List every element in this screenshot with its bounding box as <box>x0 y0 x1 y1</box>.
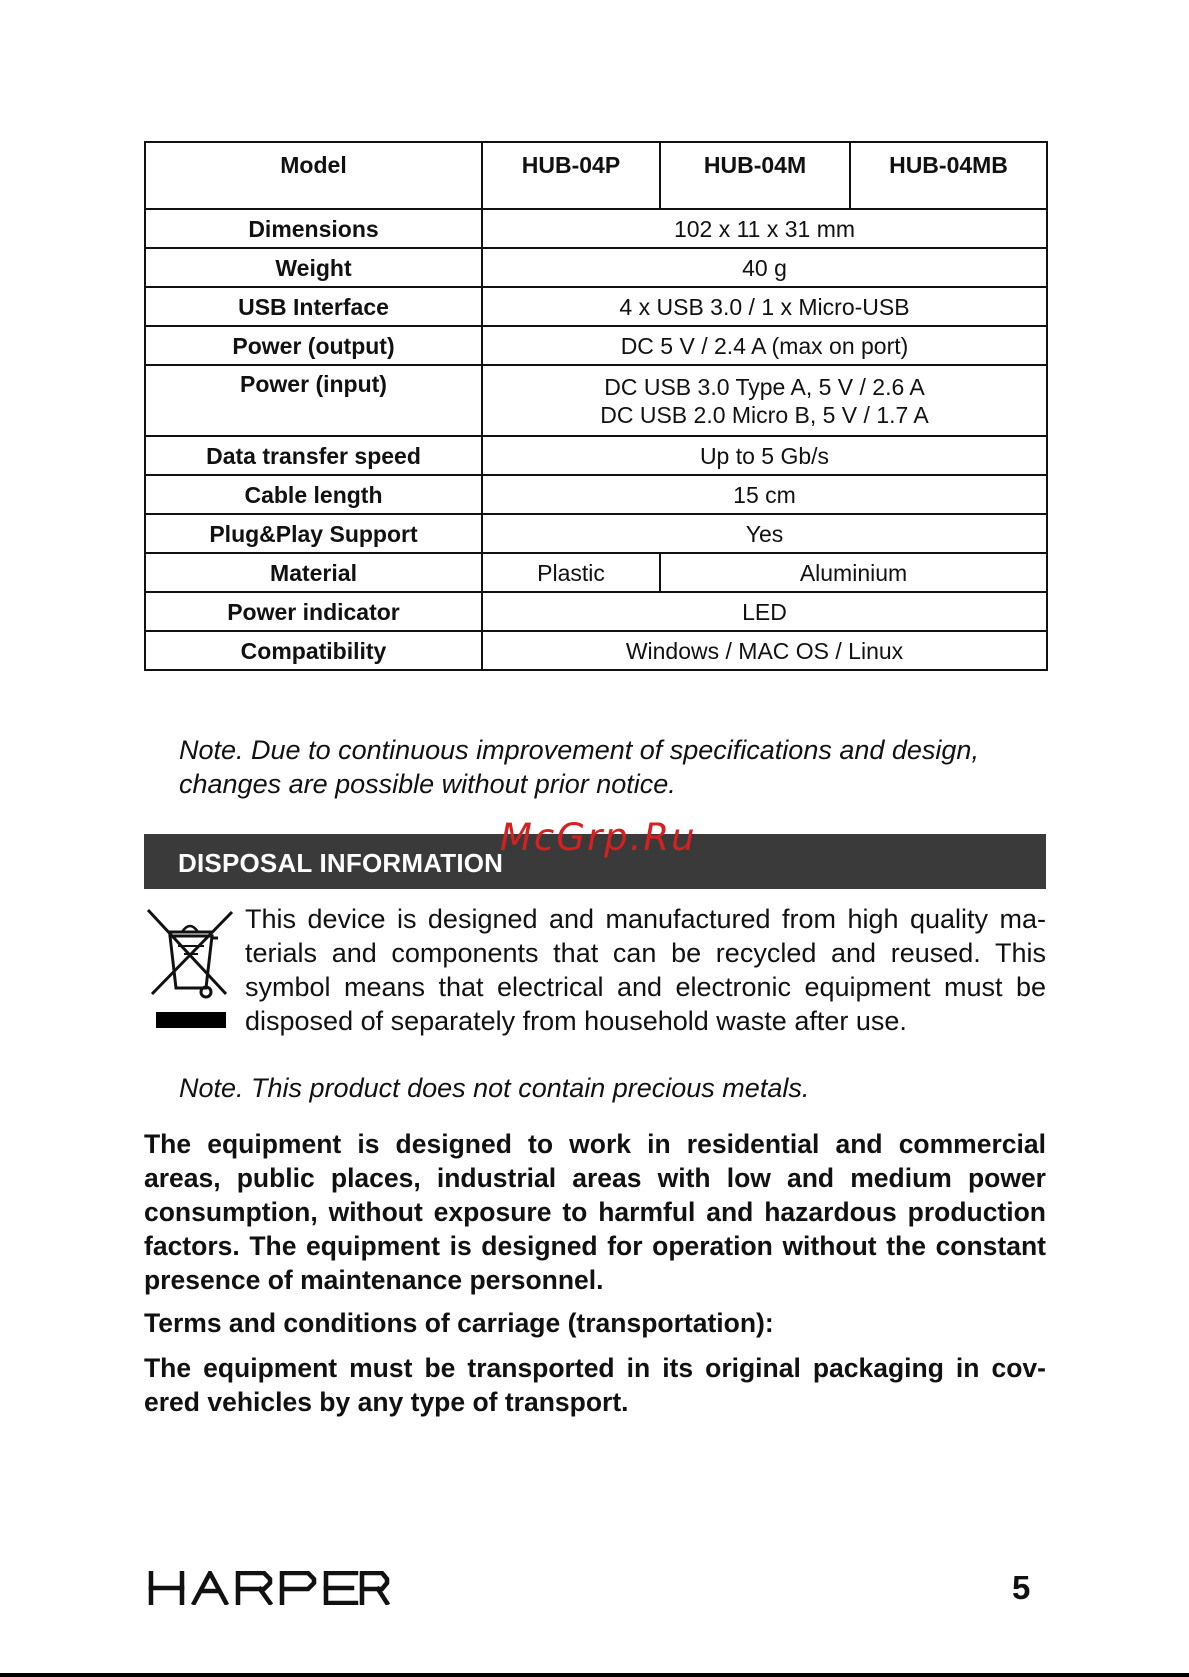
carriage-paragraph: The equipment must be transported in its original packaging in covered vehicles by any type of transport. <box>144 1353 1046 1417</box>
header-hub-04p: HUB-04P <box>482 142 660 209</box>
row-label: Weight <box>145 248 482 287</box>
row-value: Up to 5 Gb/s <box>482 436 1047 475</box>
row-label: Compatibility <box>145 631 482 670</box>
spec-note-line: Note. Due to continuous improvement of specifications and design, <box>179 735 979 765</box>
row-label: Power indicator <box>145 592 482 631</box>
table-row <box>145 475 1047 514</box>
table-row <box>145 436 1047 475</box>
header-hub-04m: HUB-04M <box>660 142 850 209</box>
row-label: Power (output) <box>145 326 482 365</box>
table-row <box>145 287 1047 326</box>
table-row <box>145 514 1047 553</box>
section-title: DISPOSAL INFORMATION <box>178 848 504 878</box>
row-value: Yes <box>482 514 1047 553</box>
row-label: Material <box>145 553 482 592</box>
table-row <box>145 209 1047 248</box>
row-label: Cable length <box>145 475 482 514</box>
spec-note <box>179 733 1039 801</box>
row-value-plastic: Plastic <box>482 553 660 592</box>
row-value: 15 cm <box>482 475 1047 514</box>
row-value: DC 5 V / 2.4 A (max on port) <box>482 326 1047 365</box>
row-value: LED <box>482 592 1047 631</box>
row-value: 40 g <box>482 248 1047 287</box>
table-row <box>145 365 1047 436</box>
crossed-out-wheelie-bin-icon <box>146 908 236 1034</box>
disposal-text: This device is designed and manufactured from high quality materials and components that can be recycled and reused. This symbol means that electrical and electronic equipment must be disposed of separately from household waste after use. <box>245 904 1046 1036</box>
carriage-heading: Terms and conditions of carriage (transportation): <box>144 1308 774 1338</box>
spec-note-line: changes are possible without prior notice. <box>179 769 676 799</box>
row-value <box>482 365 1047 436</box>
row-label: Plug&Play Support <box>145 514 482 553</box>
row-label: Power (input) <box>145 365 482 436</box>
header-model: Model <box>145 142 482 209</box>
row-value-aluminium: Aluminium <box>660 553 1047 592</box>
row-value: Windows / MAC OS / Linux <box>482 631 1047 670</box>
table-row <box>145 592 1047 631</box>
table-row <box>145 631 1047 670</box>
table-row <box>145 248 1047 287</box>
table-row <box>145 326 1047 365</box>
watermark: McGrp.Ru <box>500 816 697 859</box>
row-label: Data transfer speed <box>145 436 482 475</box>
usage-paragraph: The equipment is designed to work in residential and commercial areas, public places, industrial areas with low and medium power consumption, without exposure to harmful and hazardous production factors. The equipment is designed for operation without the constant presence of maintenance personnel. <box>144 1129 1046 1295</box>
row-label: USB Interface <box>145 287 482 326</box>
row-label: Dimensions <box>145 209 482 248</box>
spec-table <box>144 141 1048 671</box>
row-value-line: DC USB 2.0 Micro B, 5 V / 1.7 A <box>600 401 929 428</box>
row-value: 102 x 11 x 31 mm <box>482 209 1047 248</box>
row-value-line: DC USB 3.0 Type A, 5 V / 2.6 A <box>604 373 925 400</box>
row-value: 4 x USB 3.0 / 1 x Micro-USB <box>482 287 1047 326</box>
table-row <box>145 553 1047 592</box>
table-header-row <box>145 142 1047 209</box>
header-hub-04mb: HUB-04MB <box>850 142 1047 209</box>
page-number: 5 <box>1012 1569 1031 1606</box>
metals-note: Note. This product does not contain precious metals. <box>179 1073 810 1103</box>
harper-logo <box>148 1571 390 1605</box>
bottom-rule <box>0 1673 1189 1677</box>
